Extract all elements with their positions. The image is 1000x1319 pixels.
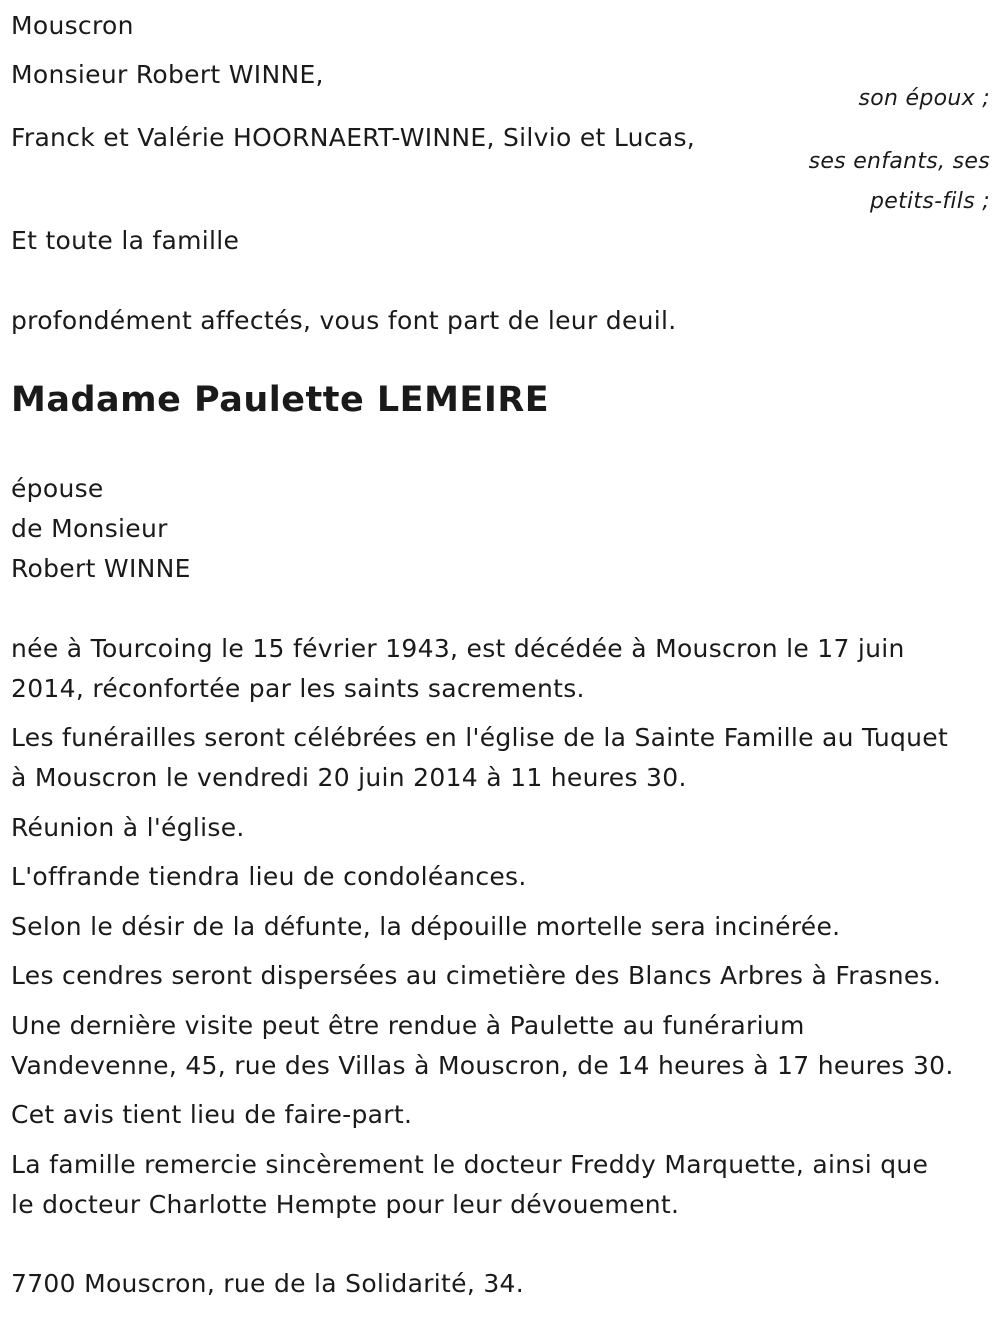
address: 7700 Mouscron, rue de la Solidarité, 34. <box>11 1269 524 1298</box>
paragraph-birth-death-line-2: 2014, réconfortée par les saints sacrements. <box>11 674 585 703</box>
relation-spouse: son époux ; <box>858 86 990 111</box>
relation-children-line-1: ses enfants, ses <box>808 149 990 174</box>
family-member-children: Franck et Valérie HOORNAERT-WINNE, Silvio et Lucas, <box>11 123 696 152</box>
paragraph-meeting: Réunion à l'église. <box>11 813 245 842</box>
paragraph-birth-death-line-1: née à Tourcoing le 15 février 1943, est décédée à Mouscron le 17 juin <box>11 634 905 663</box>
city-heading: Mouscron <box>11 11 134 40</box>
rest-of-family: Et toute la famille <box>11 226 240 255</box>
paragraph-notice: Cet avis tient lieu de faire-part. <box>11 1100 413 1129</box>
spouse-line-3: Robert WINNE <box>11 554 191 583</box>
paragraph-visit-line-2: Vandevenne, 45, rue des Villas à Mouscron, de 14 heures à 17 heures 30. <box>11 1051 954 1080</box>
deceased-name: Madame Paulette LEMEIRE <box>11 380 550 420</box>
family-member-spouse: Monsieur Robert WINNE, <box>11 60 324 89</box>
relation-children-line-2: petits-fils ; <box>869 189 990 214</box>
paragraph-funeral-line-1: Les funérailles seront célébrées en l'église de la Sainte Famille au Tuquet <box>11 723 949 752</box>
paragraph-thanks-line-2: le docteur Charlotte Hempte pour leur dévouement. <box>11 1190 680 1219</box>
spouse-line-1: épouse <box>11 474 104 503</box>
announcement: profondément affectés, vous font part de leur deuil. <box>11 306 677 335</box>
paragraph-visit-line-1: Une dernière visite peut être rendue à Paulette au funérarium <box>11 1011 805 1040</box>
paragraph-cremation: Selon le désir de la défunte, la dépouille mortelle sera incinérée. <box>11 912 841 941</box>
paragraph-funeral-line-2: à Mouscron le vendredi 20 juin 2014 à 11 heures 30. <box>11 763 687 792</box>
spouse-line-2: de Monsieur <box>11 514 168 543</box>
paragraph-ashes: Les cendres seront dispersées au cimetière des Blancs Arbres à Frasnes. <box>11 961 942 990</box>
paragraph-thanks-line-1: La famille remercie sincèrement le docteur Freddy Marquette, ainsi que <box>11 1150 929 1179</box>
paragraph-offering: L'offrande tiendra lieu de condoléances. <box>11 862 527 891</box>
